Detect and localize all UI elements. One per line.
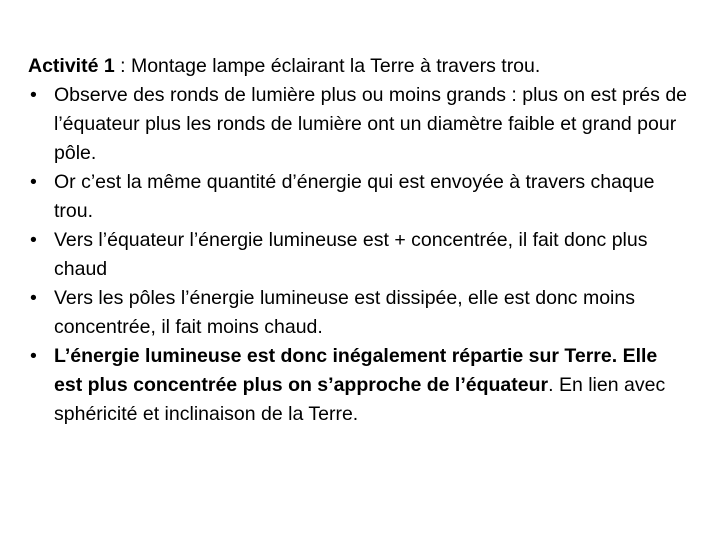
bullet-item-5 xyxy=(28,342,690,429)
activity-subtitle: : Montage lampe éclairant la Terre à travers trou. xyxy=(114,55,541,77)
bullet-icon: • xyxy=(30,171,37,193)
bullet-item-3 xyxy=(28,226,690,284)
bullet-text: Vers les pôles l’énergie lumineuse est dissipée, elle est donc moins concentrée, il fait moins chaud. xyxy=(54,287,635,338)
bullet-icon: • xyxy=(30,229,37,251)
bullet-list xyxy=(28,81,690,429)
activity-heading xyxy=(28,52,690,81)
bullet-text: Or c’est la même quantité d’énergie qui est envoyée à travers chaque trou. xyxy=(54,171,655,222)
bullet-item-4 xyxy=(28,284,690,342)
bullet-icon: • xyxy=(30,84,37,106)
activity-title: Activité 1 xyxy=(28,55,115,77)
bullet-item-1 xyxy=(28,81,690,168)
bullet-icon: • xyxy=(30,287,37,309)
conclusion-text: . En lien avec sphéricité et inclinaison de la Terre. xyxy=(54,374,666,425)
bullet-text: Observe des ronds de lumière plus ou moins grands : plus on est prés de l’équateur plus les ronds de lumière ont un diamètre faible et grand pour pôle. xyxy=(54,84,688,164)
bullet-text: Vers l’équateur l’énergie lumineuse est + concentrée, il fait donc plus chaud xyxy=(54,229,648,280)
conclusion-bold-text: L’énergie lumineuse est donc inégalement répartie sur Terre. Elle est plus concentrée plus on s’approche de l’équateur xyxy=(54,345,658,396)
bullet-item-2 xyxy=(28,168,690,226)
bullet-icon: • xyxy=(30,345,37,367)
